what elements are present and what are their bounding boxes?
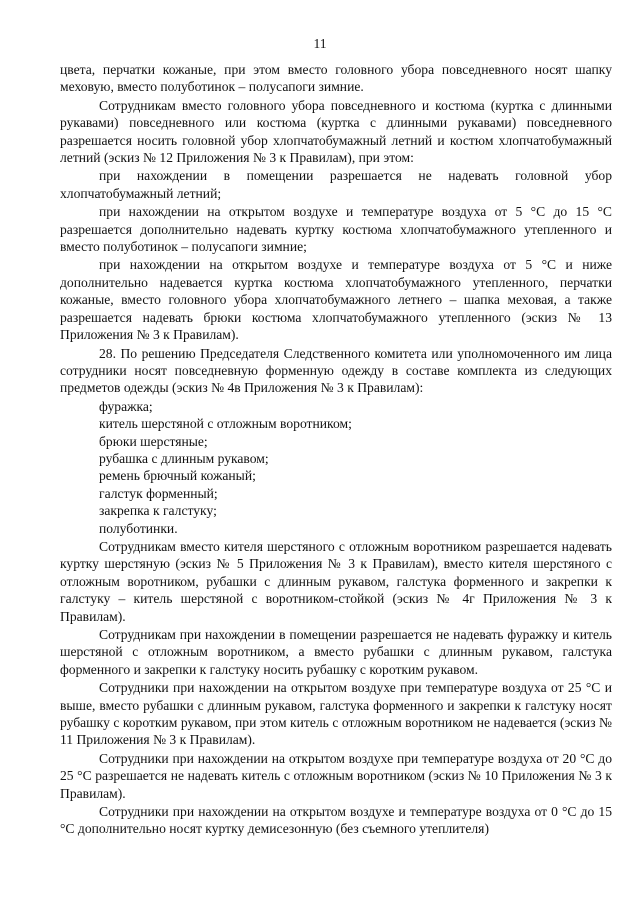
list-item: китель шерстяной с отложным воротником; <box>99 416 352 432</box>
uniform-items-list <box>60 398 612 537</box>
list-item: полуботинки. <box>99 520 178 536</box>
list-item: брюки шерстяные; <box>99 433 208 449</box>
paragraph: при нахождении на открытом воздухе и температуре воздуха от 5 °С до 15 °С разрешается дополнительно надевать куртку костюма хлопчатобумажного утепленного и вместо полуботинок – полусапоги зимние; <box>60 204 612 255</box>
paragraph: Сотрудникам при нахождении в помещении разрешается не надевать фуражку и китель шерстяной с отложным воротником, а вместо рубашки с длинным рукавом, галстука форменного и закрепки к галстуку носить рубашку с коротким рукавом. <box>60 627 612 677</box>
page-number: 11 <box>313 36 327 51</box>
list-item: галстук форменный; <box>99 485 218 501</box>
paragraph: Сотрудники при нахождении на открытом воздухе при температуре воздуха от 20 °С до 25 °С разрешается не надевать китель с отложным воротником (эскиз № 10 Приложения № 3 к Правилам). <box>60 750 612 801</box>
paragraph: Сотрудникам вместо головного убора повседневного и костюма (куртка с длинными рукавами) повседневного или костюма (куртка с длинными рукавами) повседневного разрешается носить головной убор хлопчатобумажный летний и костюм хлопчатобумажный летний (эскиз № 12 Приложения № 3 к Правилам), при этом: <box>60 97 612 166</box>
paragraph: Сотрудникам вместо кителя шерстяного с отложным воротником разрешается надевать куртку шерстяную (эскиз № 5 Приложения № 3 к Правилам), вместо кителя шерстяного с отложным воротником, рубашки с длинным рукавом, галстука форменного и закрепки к галстуку – китель шерстяной с воротником-стойкой (эскиз № 4г Приложения № 3 к Правилам). <box>60 538 612 624</box>
paragraph: при нахождении в помещении разрешается не надевать головной убор хлопчатобумажный летний; <box>60 168 612 201</box>
list-item: ремень брючный кожаный; <box>99 468 256 484</box>
paragraph: цвета, перчатки кожаные, при этом вместо головного убора повседневного носят шапку меховую, вместо полуботинок – полусапоги зимние. <box>60 62 612 95</box>
list-item: закрепка к галстуку; <box>99 503 217 519</box>
paragraph-item-28: 28. По решению Председателя Следственного комитета или уполномоченного им лица сотрудники носят повседневную форменную одежду в составе комплекта из следующих предметов одежды (эскиз № 4в Приложения № 3 к Правилам): <box>60 345 612 396</box>
paragraph: Сотрудники при нахождении на открытом воздухе при температуре воздуха от 25 °С и выше, вместо рубашки с длинным рукавом, галстука форменного и закрепки к галстуку носят рубашку с коротким рукавом, при этом китель с отложным воротником не надевается (эскиз № 11 Приложения № 3 к Правилам). <box>60 680 612 748</box>
list-item: рубашка с длинным рукавом; <box>99 450 269 466</box>
paragraph: Сотрудники при нахождении на открытом воздухе и температуре воздуха от 0 °С до 15 °С дополнительно носят куртку демисезонную (без съемного утеплителя) <box>60 804 612 837</box>
list-item: фуражка; <box>99 398 153 414</box>
document-body <box>60 61 612 838</box>
paragraph: при нахождении на открытом воздухе и температуре воздуха от 5 °С и ниже дополнительно надевается куртка костюма хлопчатобумажного утепленного, перчатки кожаные, вместо головного убора хлопчатобумажного летнего – шапка меховая, а также разрешается надевать брюки костюма хлопчатобумажного утепленного (эскиз № 13 Приложения № 3 к Правилам). <box>60 257 612 343</box>
